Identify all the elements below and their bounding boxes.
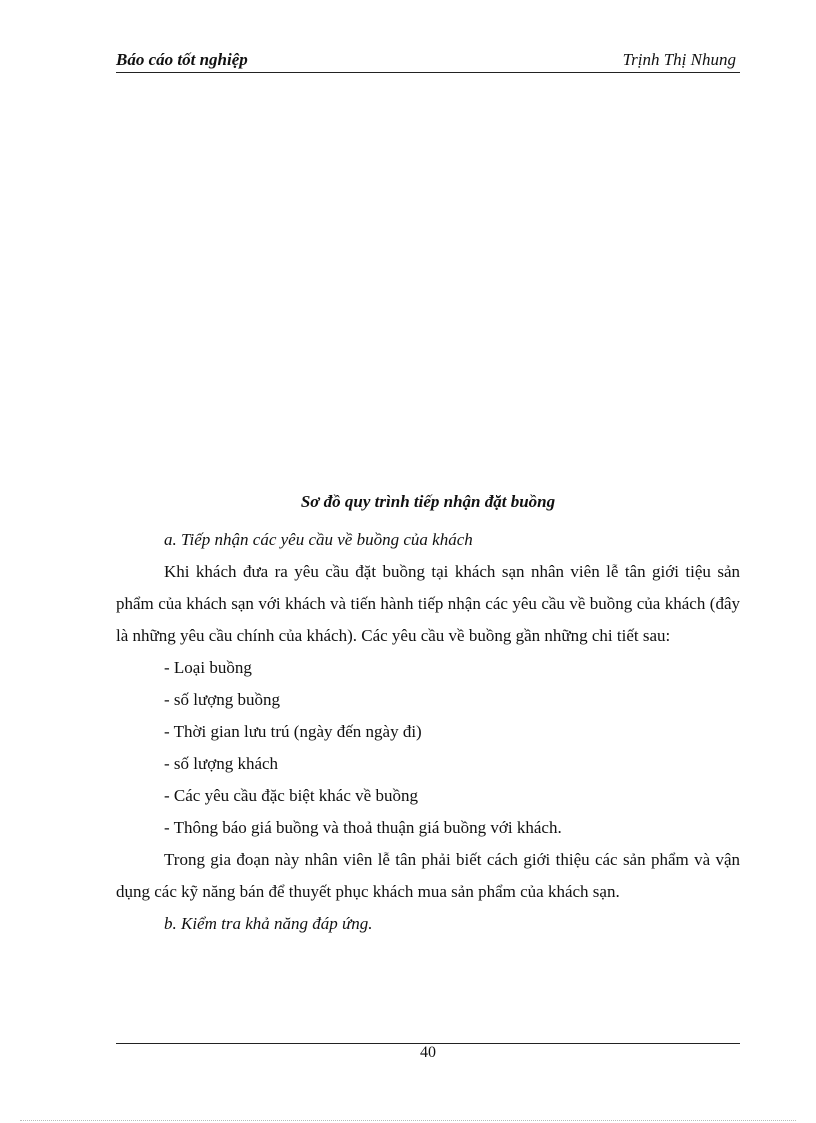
page-number: 40 — [420, 1044, 436, 1061]
list-item: - số lượng khách — [164, 754, 279, 773]
list-item: - Các yêu cầu đặc biệt khác về buồng — [164, 786, 418, 805]
page-edge-divider — [20, 1120, 796, 1121]
diagram-title: Sơ đồ quy trình tiếp nhận đặt buồng — [300, 492, 556, 511]
list-item: - Loại buồng — [164, 658, 252, 677]
list-item: - Thời gian lưu trú (ngày đến ngày đi) — [164, 722, 422, 741]
section-b-heading: b. Kiểm tra khả năng đáp ứng. — [164, 914, 373, 933]
section-a-heading: a. Tiếp nhận các yêu cầu về buồng của khách — [164, 530, 473, 549]
list-item: - Thông báo giá buồng và thoả thuận giá buồng với khách. — [164, 818, 562, 837]
header-report-title: Báo cáo tốt nghiệp — [116, 50, 248, 69]
list-item: - số lượng buồng — [164, 690, 280, 709]
document-body — [116, 524, 740, 940]
header-author: Trịnh Thị Nhung — [622, 50, 736, 69]
page-header — [116, 48, 740, 73]
section-a-closing: Trong gia đoạn này nhân viên lễ tân phải biết cách giới thiệu các sản phẩm và vận dụng các kỹ năng bán để thuyết phục khách mua sản phẩm của khách sạn. — [116, 850, 740, 901]
section-a-paragraph: Khi khách đưa ra yêu cầu đặt buồng tại khách sạn nhân viên lễ tân giới tiệu sản phẩm của khách sạn với khách và tiến hành tiếp nhận các yêu cầu về buồng của khách (đây là những yêu cầu chính của khách). Các yêu cầu về buồng gần những chi tiết sau: — [116, 562, 740, 645]
